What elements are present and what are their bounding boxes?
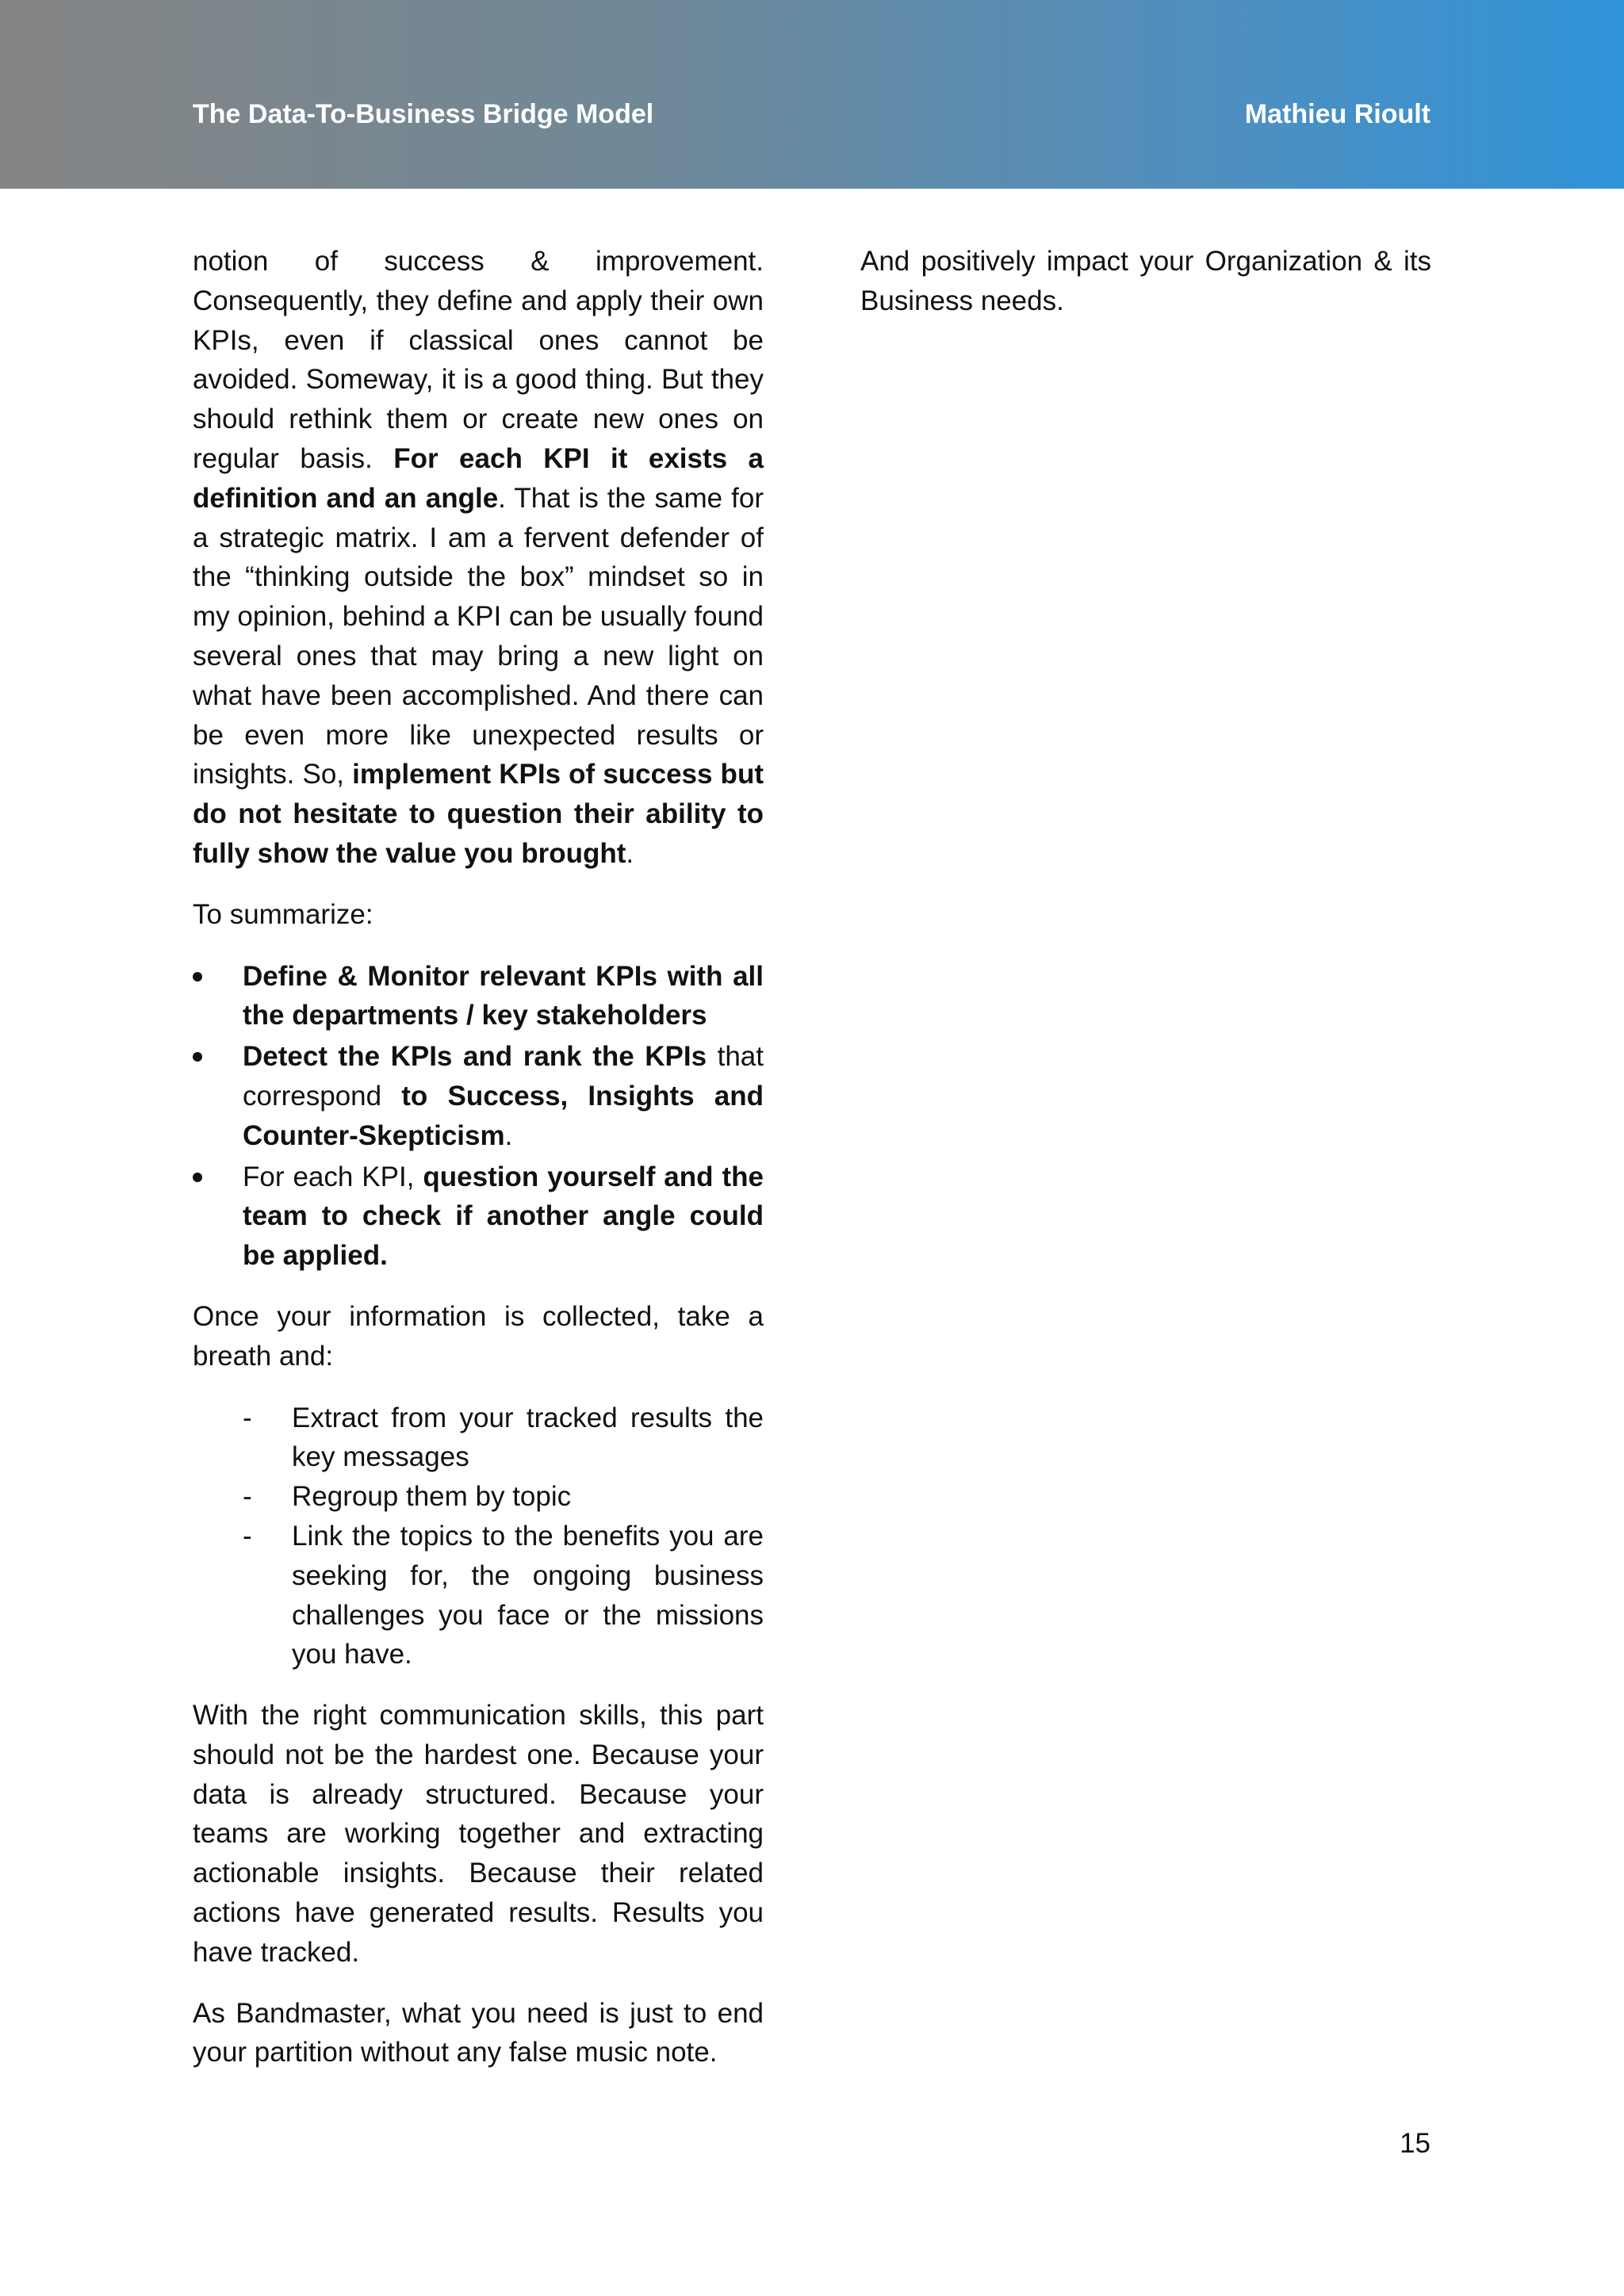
list-item: [193, 1158, 764, 1276]
bold-run: Define & Monitor relevant KPIs with all the departments / key stakeholders: [243, 960, 764, 1031]
dash-list: [193, 1399, 764, 1675]
bold-run: For each KPI it exists a definition and an angle: [193, 442, 764, 514]
paragraph-summarize: To summarize:: [193, 898, 373, 930]
list-item: [193, 1399, 764, 1478]
dash-icon: -: [243, 1520, 252, 1552]
paragraph-bandmaster: As Bandmaster, what you need is just to end your partition without any false music note.: [193, 1997, 764, 2068]
paragraph-kpi-notion: [193, 242, 764, 874]
list-item: [193, 957, 764, 1036]
bullet-icon: [193, 972, 202, 982]
list-item: [193, 1477, 764, 1517]
list-item-text: Link the topics to the benefits you are seeking for, the ongoing business challenges you face or the missions you have.: [292, 1520, 764, 1670]
paragraph-impact: And positively impact your Organization & its Business needs.: [860, 246, 1431, 316]
bold-run: to Success, Insights and Counter-Skepticism: [243, 1080, 764, 1151]
summary-bullet-list: [193, 957, 764, 1276]
bold-run: question yourself and the team to check if another angle could be applied.: [243, 1161, 764, 1272]
list-item-text: Regroup them by topic: [292, 1481, 572, 1513]
bold-run: implement KPIs of success but do not hesitate to question their ability to fully show the value you brought: [193, 759, 764, 869]
paragraph-once-collected: Once your information is collected, take a breath and:: [193, 1300, 764, 1372]
dash-icon: -: [243, 1402, 252, 1433]
header-title: The Data-To-Business Bridge Model: [193, 99, 654, 129]
text-run: . That is the same for a strategic matrix. I am a fervent defender of the “thinking outside the box” mindset so in my opinion, behind a KPI can be usually found several ones that may bring a new light on what have been accomplished. And there can be even more like unexpected results or insights. So,: [193, 482, 764, 790]
text-run: .: [626, 837, 634, 869]
bullet-icon: [193, 1052, 202, 1062]
header-author: Mathieu Rioult: [1244, 99, 1431, 129]
text-run: that correspond: [243, 1041, 764, 1112]
text-run: For each KPI,: [243, 1161, 423, 1192]
bold-run: Detect the KPIs and rank the KPIs: [243, 1041, 707, 1073]
list-item: [193, 1517, 764, 1674]
right-column: [860, 242, 1431, 321]
text-run: notion of success & improvement. Consequently, they define and apply their own KPIs, even if classical ones cannot be avoided. Someway, it is a good thing. But they should rethink them or create new ones on regular basis.: [193, 246, 764, 474]
page-number: 15: [1400, 2128, 1431, 2159]
page-header: [0, 0, 1624, 189]
bullet-icon: [193, 1173, 202, 1182]
text-run: .: [504, 1119, 513, 1151]
paragraph-communication: With the right communication skills, this part should not be the hardest one. Because your data is already structured. Because your teams are working together and extracting actionable insights. Because their related actions have generated results. Results you have tracked.: [193, 1700, 764, 1968]
list-item-text: Extract from your tracked results the key messages: [292, 1402, 764, 1473]
list-item: [193, 1037, 764, 1155]
left-column: [193, 242, 764, 2072]
dash-icon: -: [243, 1481, 252, 1513]
